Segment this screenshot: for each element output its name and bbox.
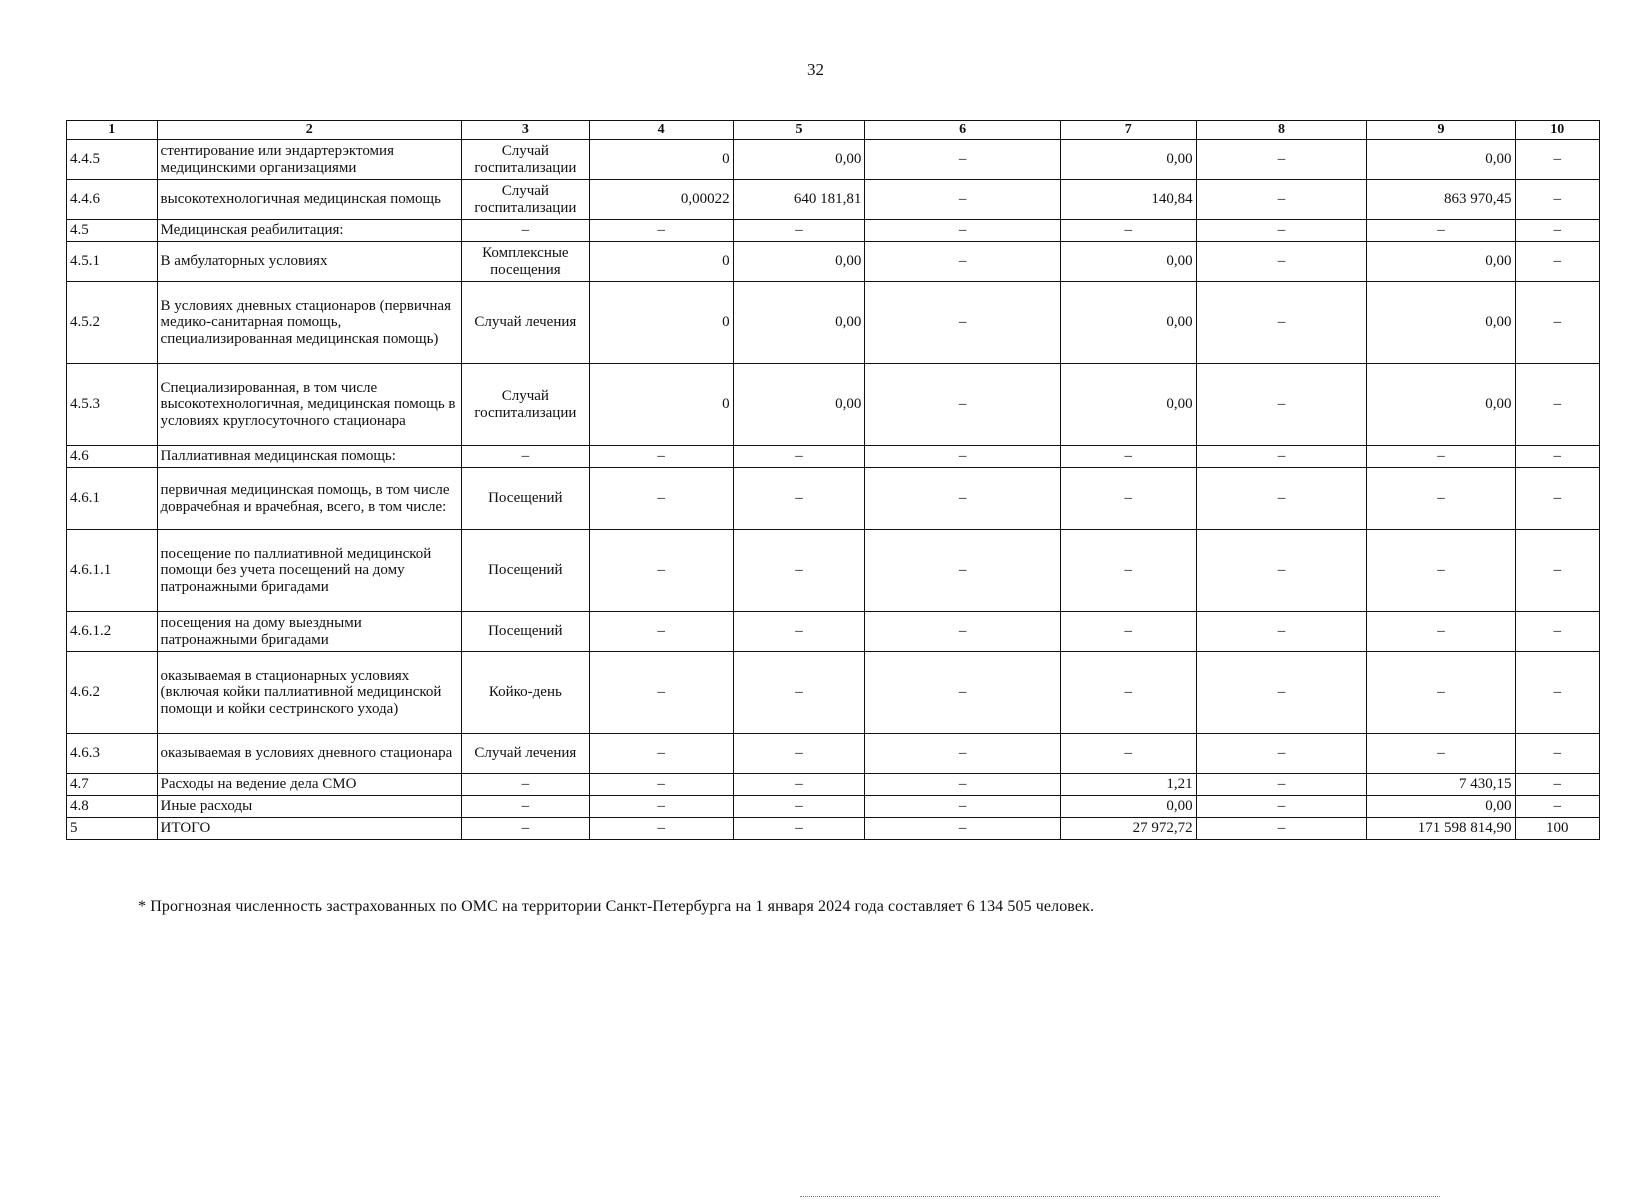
table-row	[67, 220, 1600, 242]
table-cell-col4: –	[589, 734, 733, 774]
table-cell-col3: Случай лечения	[462, 282, 590, 364]
table-cell-col10: –	[1515, 282, 1599, 364]
table-cell-col8: –	[1196, 796, 1367, 818]
table-cell-col6: –	[865, 796, 1060, 818]
column-header-2: 2	[157, 121, 462, 140]
table-cell-col5: 0,00	[733, 242, 865, 282]
table-cell-col3: Случай госпитализации	[462, 364, 590, 446]
table-cell-col5: –	[733, 530, 865, 612]
table-cell-col2: Паллиативная медицинская помощь:	[157, 446, 462, 468]
table-cell-col7: –	[1060, 220, 1196, 242]
table-cell-col5: 640 181,81	[733, 180, 865, 220]
table-cell-col10: –	[1515, 652, 1599, 734]
table-cell-col4: 0	[589, 282, 733, 364]
table-cell-col6: –	[865, 818, 1060, 840]
table-cell-col1: 4.6.2	[67, 652, 158, 734]
table-cell-col7: 0,00	[1060, 796, 1196, 818]
table-cell-col2: посещения на дому выездными патронажными бригадами	[157, 612, 462, 652]
table-cell-col7: 0,00	[1060, 282, 1196, 364]
column-header-8: 8	[1196, 121, 1367, 140]
table-cell-col1: 4.5	[67, 220, 158, 242]
column-header-3: 3	[462, 121, 590, 140]
column-header-1: 1	[67, 121, 158, 140]
table-cell-col4: –	[589, 612, 733, 652]
table-cell-col6: –	[865, 734, 1060, 774]
table-cell-col8: –	[1196, 180, 1367, 220]
table-row	[67, 734, 1600, 774]
column-header-4: 4	[589, 121, 733, 140]
table-cell-col7: –	[1060, 446, 1196, 468]
table-cell-col9: –	[1367, 734, 1515, 774]
table-cell-col1: 4.8	[67, 796, 158, 818]
table-cell-col9: –	[1367, 652, 1515, 734]
table-cell-col4: 0	[589, 242, 733, 282]
table-row	[67, 612, 1600, 652]
table-cell-col1: 4.6.3	[67, 734, 158, 774]
table-cell-col3: Посещений	[462, 468, 590, 530]
table-cell-col5: 0,00	[733, 364, 865, 446]
table-cell-col4: –	[589, 796, 733, 818]
table-cell-col7: –	[1060, 652, 1196, 734]
table-cell-col7: 0,00	[1060, 364, 1196, 446]
table-row	[67, 364, 1600, 446]
table-cell-col2: первичная медицинская помощь, в том числе доврачебная и врачебная, всего, в том числе:	[157, 468, 462, 530]
table-cell-col9: –	[1367, 220, 1515, 242]
table-cell-col1: 4.7	[67, 774, 158, 796]
table-cell-col10: –	[1515, 530, 1599, 612]
table-cell-col8: –	[1196, 242, 1367, 282]
table-cell-col7: –	[1060, 468, 1196, 530]
table-cell-col6: –	[865, 774, 1060, 796]
table-cell-col2: Иные расходы	[157, 796, 462, 818]
table-cell-col5: 0,00	[733, 282, 865, 364]
table-cell-col1: 4.4.6	[67, 180, 158, 220]
column-header-5: 5	[733, 121, 865, 140]
table-cell-col10: –	[1515, 220, 1599, 242]
table-cell-col3: –	[462, 446, 590, 468]
table-cell-col6: –	[865, 446, 1060, 468]
table-cell-col8: –	[1196, 468, 1367, 530]
table-cell-col6: –	[865, 282, 1060, 364]
table-cell-col8: –	[1196, 530, 1367, 612]
table-cell-col2: оказываемая в стационарных условиях (включая койки паллиативной медицинской помощи и койки сестринского ухода)	[157, 652, 462, 734]
table-cell-col6: –	[865, 220, 1060, 242]
table-cell-col6: –	[865, 652, 1060, 734]
table-cell-col8: –	[1196, 612, 1367, 652]
table-row	[67, 796, 1600, 818]
table-cell-col5: –	[733, 774, 865, 796]
table-row	[67, 446, 1600, 468]
table-row	[67, 468, 1600, 530]
table-cell-col3: Комплексные посещения	[462, 242, 590, 282]
table-cell-col10: –	[1515, 612, 1599, 652]
table-cell-col6: –	[865, 468, 1060, 530]
column-header-6: 6	[865, 121, 1060, 140]
table-cell-col9: 0,00	[1367, 242, 1515, 282]
table-cell-col10: –	[1515, 468, 1599, 530]
table-row	[67, 774, 1600, 796]
table-cell-col9: 0,00	[1367, 282, 1515, 364]
table-row	[67, 180, 1600, 220]
table-cell-col7: 27 972,72	[1060, 818, 1196, 840]
table-cell-col4: –	[589, 220, 733, 242]
table-cell-col7: 0,00	[1060, 140, 1196, 180]
column-header-9: 9	[1367, 121, 1515, 140]
table-cell-col6: –	[865, 180, 1060, 220]
table-cell-col2: оказываемая в условиях дневного стационара	[157, 734, 462, 774]
table-cell-col1: 5	[67, 818, 158, 840]
table-cell-col4: –	[589, 652, 733, 734]
scan-artifact-line	[800, 1196, 1440, 1198]
table-cell-col3: –	[462, 220, 590, 242]
table-cell-col5: –	[733, 652, 865, 734]
table-cell-col9: 171 598 814,90	[1367, 818, 1515, 840]
table-cell-col2: В условиях дневных стационаров (первичная медико-санитарная помощь, специализированная медицинская помощь)	[157, 282, 462, 364]
table-cell-col4: –	[589, 774, 733, 796]
table-cell-col3: Койко-день	[462, 652, 590, 734]
table-cell-col6: –	[865, 612, 1060, 652]
table-cell-col9: –	[1367, 612, 1515, 652]
table-cell-col8: –	[1196, 364, 1367, 446]
table-cell-col10: –	[1515, 242, 1599, 282]
table-cell-col1: 4.6	[67, 446, 158, 468]
table-row	[67, 242, 1600, 282]
table-cell-col5: –	[733, 468, 865, 530]
table-cell-col1: 4.5.1	[67, 242, 158, 282]
table-cell-col1: 4.4.5	[67, 140, 158, 180]
table-cell-col3: –	[462, 818, 590, 840]
table-cell-col3: –	[462, 774, 590, 796]
table-cell-col8: –	[1196, 220, 1367, 242]
table-cell-col1: 4.6.1.2	[67, 612, 158, 652]
table-cell-col2: высокотехнологичная медицинская помощь	[157, 180, 462, 220]
table-cell-col3: –	[462, 796, 590, 818]
table-body	[67, 140, 1600, 840]
table-cell-col10: –	[1515, 774, 1599, 796]
table-cell-col9: 0,00	[1367, 140, 1515, 180]
column-header-7: 7	[1060, 121, 1196, 140]
table-cell-col10: –	[1515, 446, 1599, 468]
table-cell-col9: 863 970,45	[1367, 180, 1515, 220]
table-cell-col10: –	[1515, 364, 1599, 446]
table-cell-col1: 4.5.3	[67, 364, 158, 446]
table-cell-col5: –	[733, 818, 865, 840]
table-cell-col10: –	[1515, 140, 1599, 180]
table-row	[67, 818, 1600, 840]
table-cell-col3: Случай госпитализации	[462, 180, 590, 220]
table-cell-col7: –	[1060, 612, 1196, 652]
table-cell-col10: –	[1515, 180, 1599, 220]
table-cell-col2: Медицинская реабилитация:	[157, 220, 462, 242]
table-cell-col2: стентирование или эндартерэктомия медицинскими организациями	[157, 140, 462, 180]
table-cell-col7: –	[1060, 530, 1196, 612]
table-cell-col7: –	[1060, 734, 1196, 774]
header-row	[67, 121, 1600, 140]
table-cell-col6: –	[865, 364, 1060, 446]
table-cell-col8: –	[1196, 774, 1367, 796]
table-cell-col10: –	[1515, 796, 1599, 818]
table-cell-col8: –	[1196, 818, 1367, 840]
table-cell-col7: 140,84	[1060, 180, 1196, 220]
table-cell-col4: –	[589, 446, 733, 468]
table-cell-col3: Случай лечения	[462, 734, 590, 774]
table-cell-col5: –	[733, 220, 865, 242]
table-cell-col5: –	[733, 734, 865, 774]
table-cell-col3: Посещений	[462, 612, 590, 652]
table-cell-col4: 0	[589, 364, 733, 446]
table-cell-col9: 7 430,15	[1367, 774, 1515, 796]
table-cell-col8: –	[1196, 734, 1367, 774]
table-cell-col5: 0,00	[733, 140, 865, 180]
table-cell-col10: –	[1515, 734, 1599, 774]
table-cell-col3: Посещений	[462, 530, 590, 612]
table-cell-col4: –	[589, 818, 733, 840]
table-cell-col6: –	[865, 530, 1060, 612]
table-cell-col6: –	[865, 242, 1060, 282]
table-cell-col9: –	[1367, 468, 1515, 530]
table-cell-col9: 0,00	[1367, 364, 1515, 446]
table-cell-col8: –	[1196, 652, 1367, 734]
table-row	[67, 530, 1600, 612]
table-cell-col4: –	[589, 468, 733, 530]
table-cell-col8: –	[1196, 140, 1367, 180]
table-cell-col8: –	[1196, 282, 1367, 364]
table-cell-col4: –	[589, 530, 733, 612]
table-cell-col5: –	[733, 612, 865, 652]
footnote: * Прогнозная численность застрахованных по ОМС на территории Санкт-Петербурга на 1 января 2024 года составляет 6 134 505 человек.	[138, 898, 1095, 915]
table-cell-col7: 1,21	[1060, 774, 1196, 796]
column-header-10: 10	[1515, 121, 1599, 140]
table-cell-col5: –	[733, 446, 865, 468]
page-number: 32	[807, 60, 824, 79]
table-cell-col3: Случай госпитализации	[462, 140, 590, 180]
table-row	[67, 140, 1600, 180]
table-cell-col2: В амбулаторных условиях	[157, 242, 462, 282]
table-cell-col8: –	[1196, 446, 1367, 468]
data-table	[66, 120, 1600, 840]
table-cell-col9: –	[1367, 446, 1515, 468]
table-cell-col2: Расходы на ведение дела СМО	[157, 774, 462, 796]
table-cell-col1: 4.6.1.1	[67, 530, 158, 612]
table-cell-col9: –	[1367, 530, 1515, 612]
table-cell-col9: 0,00	[1367, 796, 1515, 818]
table-row	[67, 282, 1600, 364]
table-cell-col2: Специализированная, в том числе высокотехнологичная, медицинская помощь в условиях круглосуточного стационара	[157, 364, 462, 446]
table-row	[67, 652, 1600, 734]
table-cell-col4: 0	[589, 140, 733, 180]
table-cell-col4: 0,00022	[589, 180, 733, 220]
table-cell-col7: 0,00	[1060, 242, 1196, 282]
table-cell-col2: посещение по паллиативной медицинской помощи без учета посещений на дому патронажными бригадами	[157, 530, 462, 612]
table-cell-col5: –	[733, 796, 865, 818]
table-cell-col6: –	[865, 140, 1060, 180]
table-cell-col2: ИТОГО	[157, 818, 462, 840]
table-cell-col1: 4.6.1	[67, 468, 158, 530]
table-cell-col1: 4.5.2	[67, 282, 158, 364]
table-cell-col10: 100	[1515, 818, 1599, 840]
